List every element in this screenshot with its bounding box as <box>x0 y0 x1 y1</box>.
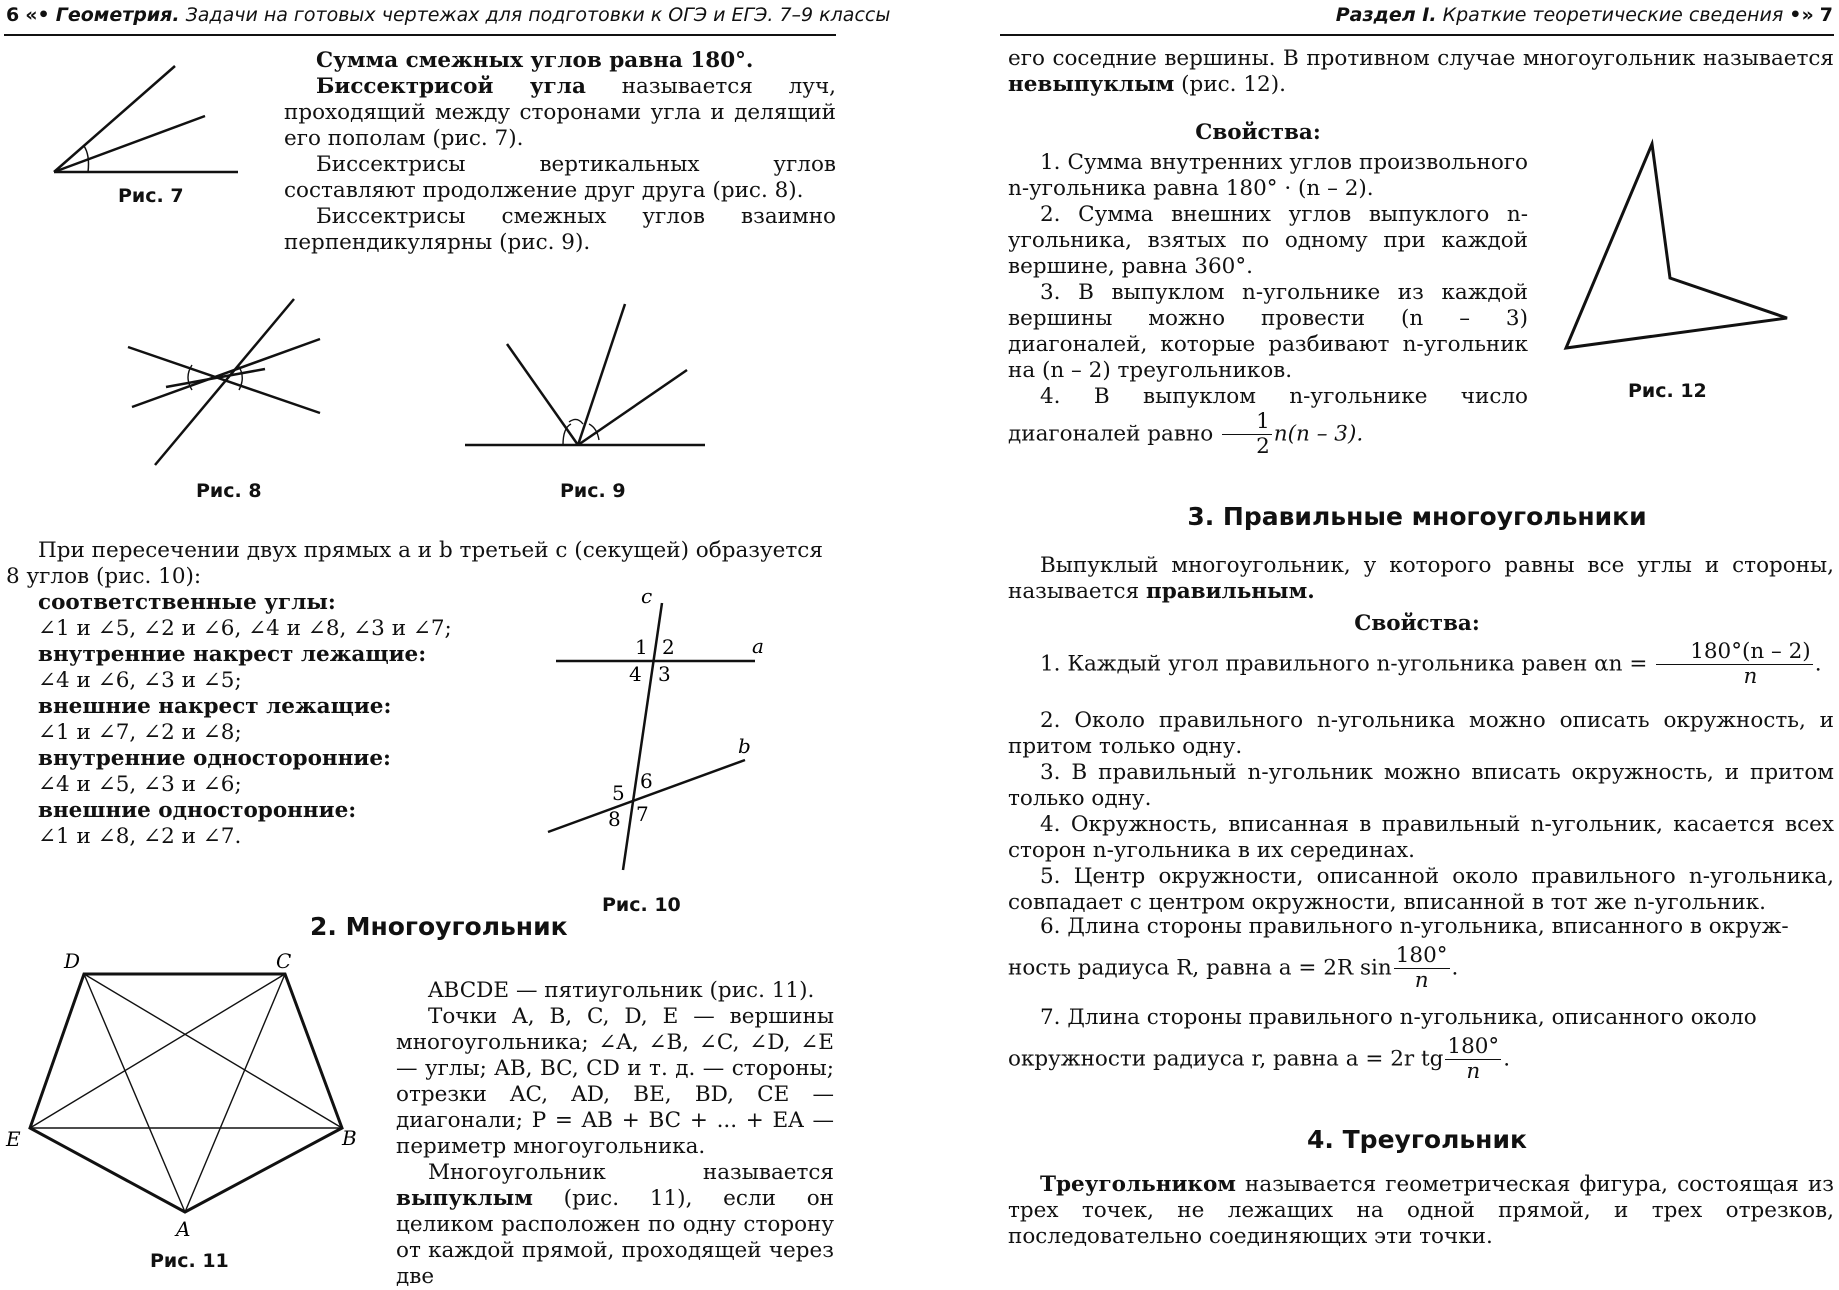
label-b: b <box>738 734 751 758</box>
regular-property-5: 5. Центр окружности, описанной около правильного n-угольника, совпадает с центром окружности, вписанной в тот же n-угольник. <box>1008 864 1834 915</box>
properties-title: Свойства: <box>1195 120 1321 145</box>
right-header-marks: •» <box>1789 4 1814 26</box>
label-c: c <box>641 584 653 608</box>
property-2: 2. Сумма внешних углов выпуклого n-угольника, взятых по одному при каждой вершине, равна 360°. <box>1008 202 1528 279</box>
group-items: ∠1 и ∠7, ∠2 и ∠8; <box>38 720 242 745</box>
polygon-properties <box>1008 150 1528 459</box>
figure-10-transversal <box>540 585 780 875</box>
regular-property-3: 3. В правильный n-угольник можно вписать окружность, и притом только одну. <box>1008 760 1834 811</box>
left-header-rule <box>4 34 836 36</box>
caption-fig10: Рис. 10 <box>602 894 681 916</box>
figure-8-vertical-bisectors <box>120 295 330 470</box>
right-header-rule <box>1000 34 1834 36</box>
angle-groups <box>38 590 498 850</box>
vertical-bisectors: Биссектрисы вертикальных углов составляют продолжение друг друга (рис. 8). <box>284 152 836 203</box>
left-page <box>0 0 891 1289</box>
convex-definition: Многоугольник называется выпуклым (рис. 11), если он целиком расположен по одну сторону от каждой прямой, проходящей через две <box>396 1160 834 1289</box>
section-heading-regular-polygons: 3. Правильные многоугольники <box>1187 502 1647 531</box>
vertex-label-D: D <box>64 949 81 973</box>
label-a: a <box>752 634 764 658</box>
group-title: внутренние накрест лежащие: <box>38 642 427 667</box>
angles-text <box>284 48 836 256</box>
nonconvex-continuation: его соседние вершины. В противном случае многоугольник называется невыпуклым (рис. 12). <box>1008 46 1834 97</box>
left-header-marks: «• <box>25 4 50 26</box>
right-page-number: 7 <box>1819 4 1833 26</box>
property-4: 4. В выпуклом n-угольнике число диагоналей равно $\frac{1}{2}$ n(n – 3). <box>1008 384 1528 459</box>
caption-fig8: Рис. 8 <box>196 480 262 502</box>
group-title: внутренние односторонние: <box>38 746 391 771</box>
figure-11-pentagon <box>0 950 370 1250</box>
regular-property-1: 1. Каждый угол правильного n-угольника равен αn = $\frac{180^\circ(n - 2)}{n}$ . <box>1040 639 1822 689</box>
property-3: 3. В выпуклом n-угольнике из каждой вершины можно провести (n – 3) диагоналей, которые разбивают n-угольник на (n – 2) треугольников. <box>1008 280 1528 383</box>
angle-label-6: 6 <box>640 769 653 793</box>
left-running-header <box>6 0 891 30</box>
section-title: Краткие теоретические сведения <box>1442 4 1784 26</box>
regular-property-6: 6. Длина стороны правильного n-угольника, вписанного в окруж- ность радиуса R, равна a = 2R sin $\frac{180^\circ}{n}$ . <box>1008 914 1789 993</box>
angle-label-1: 1 <box>635 635 648 659</box>
section-heading-polygon: 2. Многоугольник <box>310 912 568 941</box>
angle-label-5: 5 <box>612 781 625 805</box>
vertex-label-A: A <box>176 1217 191 1241</box>
left-page-number: 6 <box>6 4 20 26</box>
group-items: ∠4 и ∠6, ∠3 и ∠5; <box>38 668 242 693</box>
regular-property-2: 2. Около правильного n-угольника можно описать окружность, и притом только одну. <box>1008 708 1834 759</box>
fraction-one-half: $\frac{1}{2}$ <box>1222 410 1272 459</box>
group-title: соответственные углы: <box>38 590 336 615</box>
right-running-header <box>1000 0 1833 30</box>
group-items: ∠1 и ∠5, ∠2 и ∠6, ∠4 и ∠8, ∠3 и ∠7; <box>38 616 452 641</box>
transversal-intro-block <box>6 538 832 590</box>
angle-label-4: 4 <box>629 662 642 686</box>
section-label: Раздел I. <box>1335 4 1437 26</box>
vertex-label-C: C <box>276 949 292 973</box>
figure-9-adjacent-bisectors <box>465 300 715 450</box>
angle-label-8: 8 <box>608 807 621 831</box>
transversal-intro: При пересечении двух прямых a и b третьей c (секущей) образуется 8 углов (рис. 10): <box>6 538 823 589</box>
right-page <box>1000 0 1839 1272</box>
bisector-definition: Биссектрисой угла называется луч, проходящий между сторонами угла и делящий его пополам (рис. 7). <box>284 74 837 151</box>
adjacent-bisectors: Биссектрисы смежных углов взаимно перпендикулярны (рис. 9). <box>284 204 836 255</box>
group-items: ∠4 и ∠5, ∠3 и ∠6; <box>38 772 242 797</box>
figure-7-angle-bisector <box>40 60 250 180</box>
figure-12-nonconvex-polygon <box>1560 140 1800 360</box>
group-items: ∠1 и ∠8, ∠2 и ∠7. <box>38 824 242 849</box>
angle-label-3: 3 <box>658 662 671 686</box>
property-1: 1. Сумма внутренних углов произвольного n-угольника равна 180° · (n – 2). <box>1008 150 1528 201</box>
regular-properties-title: Свойства: <box>1354 611 1480 636</box>
caption-fig11: Рис. 11 <box>150 1250 229 1272</box>
pentagon-statement: ABCDE — пятиугольник (рис. 11). <box>428 978 815 1003</box>
caption-fig12: Рис. 12 <box>1628 380 1707 402</box>
book-subtitle: Задачи на готовых чертежах для подготовки к ОГЭ и ЕГЭ. 7–9 классы <box>185 4 891 26</box>
section-heading-triangle: 4. Треугольник <box>1307 1125 1527 1154</box>
polygon-text <box>396 978 834 1290</box>
caption-fig9: Рис. 9 <box>560 480 626 502</box>
book-title: Геометрия. <box>55 4 180 26</box>
regular-definition: Выпуклый многоугольник, у которого равны все углы и стороны, называется правильным. <box>1008 553 1834 604</box>
group-title: внешние односторонние: <box>38 798 357 823</box>
caption-fig7: Рис. 7 <box>118 185 184 207</box>
vertex-label-E: E <box>6 1127 21 1151</box>
adjacent-angles-sum: Сумма смежных углов равна 180°. <box>316 48 754 73</box>
angle-label-2: 2 <box>662 635 675 659</box>
angle-label-7: 7 <box>636 802 649 826</box>
group-title: внешние накрест лежащие: <box>38 694 392 719</box>
vertex-label-B: B <box>342 1126 357 1150</box>
polygon-elements: Точки A, B, C, D, E — вершины многоугольника; ∠A, ∠B, ∠C, ∠D, ∠E — углы; AB, BC, CD и т. д. — стороны; отрезки AC, AD, BE, BD, CE — диагонали; P = AB + BC + ... + EA — периметр многоугольника. <box>396 1004 834 1159</box>
regular-properties <box>1008 708 1834 916</box>
regular-property-4: 4. Окружность, вписанная в правильный n-угольник, касается всех сторон n-угольника в их серединах. <box>1008 812 1834 863</box>
regular-property-7: 7. Длина стороны правильного n-угольника, описанного около окружности радиуса r, равна a = 2r tg $\frac{180^\circ}{n}$ . <box>1008 1005 1757 1084</box>
triangle-definition: Треугольником называется геометрическая фигура, состоящая из трех точек, не лежащих на одной прямой, и трех отрезков, последовательно соединяющих эти точки. <box>1008 1172 1834 1249</box>
